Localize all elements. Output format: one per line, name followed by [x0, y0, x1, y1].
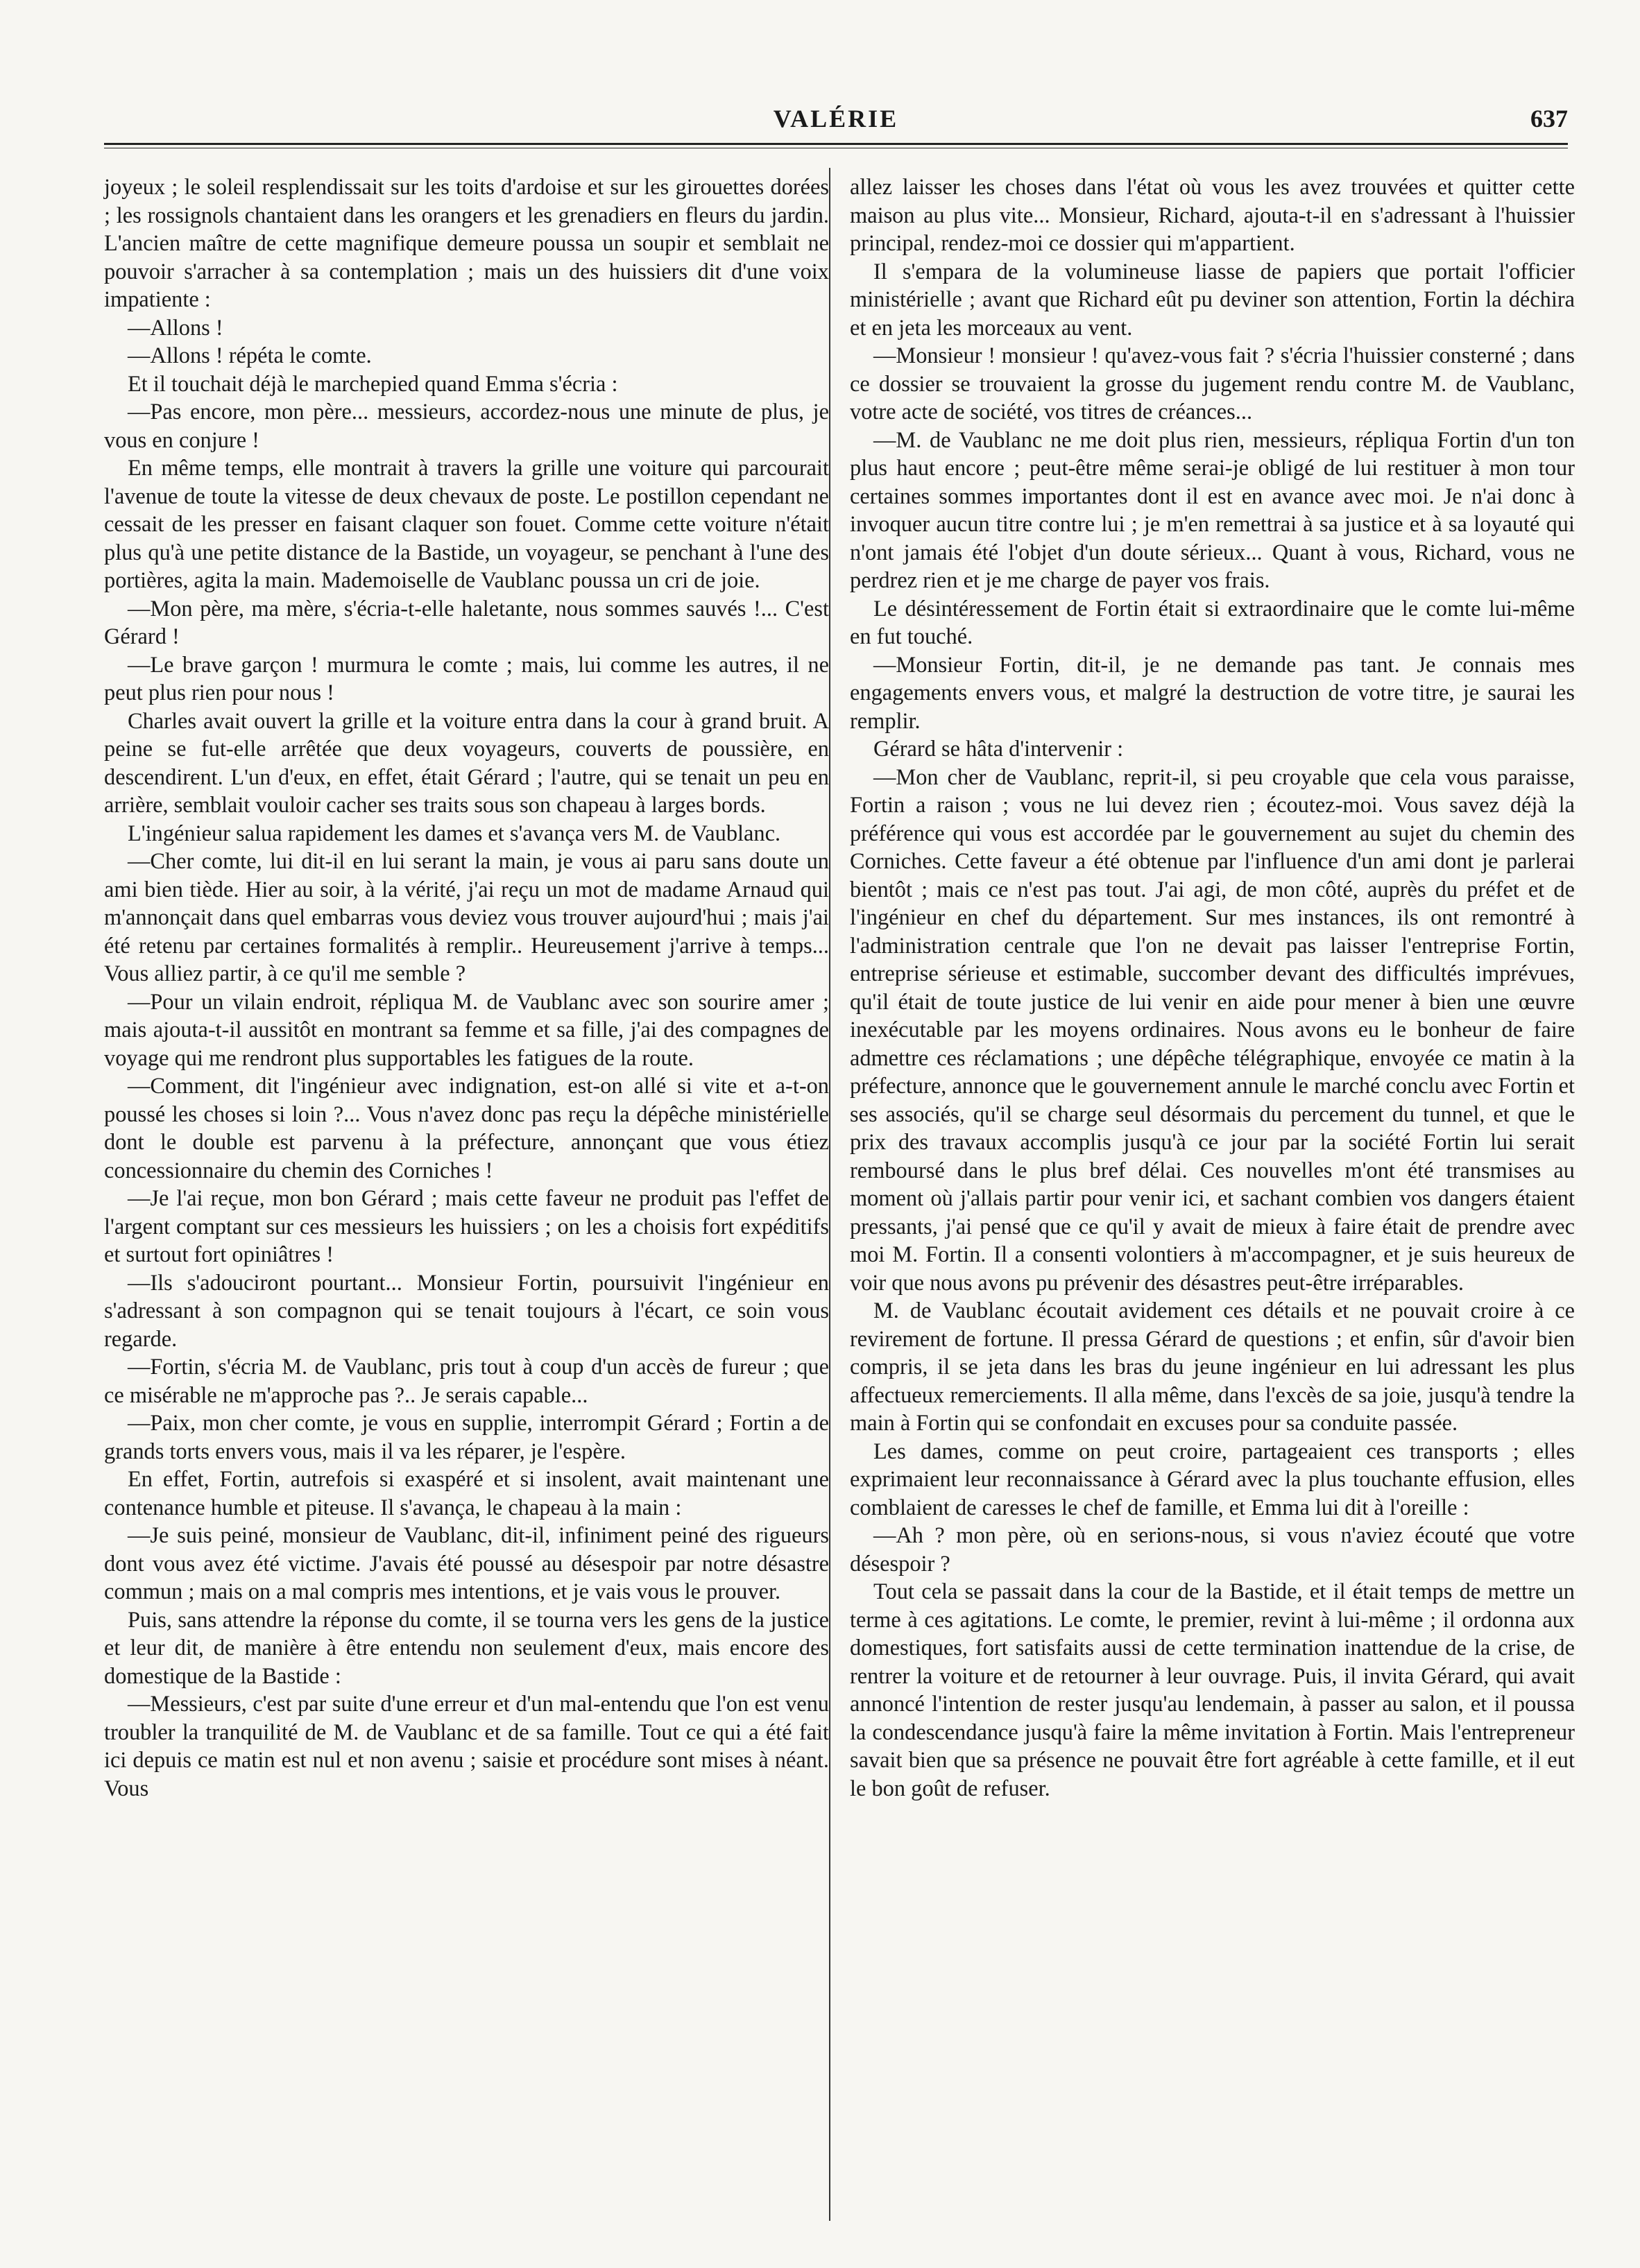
paragraph: —Ah ? mon père, où en serions-nous, si vous n'aviez écouté que votre désespoir ? — [850, 1523, 1575, 1577]
paragraph: Charles avait ouvert la grille et la voiture entra dans la cour à grand bruit. A peine se fut-elle arrêtée que deux voyageurs, couverts de poussière, en descendirent. L'un d'eux, en effet, était Gérard ; l'autre, qui se tenait un peu en arrière, semblait vouloir cacher ses traits sous son chapeau à larges bords. — [104, 708, 829, 818]
right-column — [850, 173, 1575, 1803]
paragraph: —Le brave garçon ! murmura le comte ; mais, lui comme les autres, il ne peut plus rien pour nous ! — [104, 652, 829, 705]
paragraph: L'ingénieur salua rapidement les dames et s'avança vers M. de Vaublanc. — [128, 821, 781, 846]
paragraph: En effet, Fortin, autrefois si exaspéré et si insolent, avait maintenant une contenance humble et piteuse. Il s'avança, le chapeau à la main : — [104, 1467, 829, 1520]
paragraph: —Je l'ai reçue, mon bon Gérard ; mais cette faveur ne produit pas l'effet de l'argent comptant sur ces messieurs les huissiers ; on les a choisis fort expéditifs et surtout fort opiniâtres ! — [104, 1186, 829, 1267]
paragraph: —M. de Vaublanc ne me doit plus rien, messieurs, répliqua Fortin d'un ton plus haut encore ; peut-être même serai-je obligé de lui restituer à mon tour certaines sommes importantes dont il est en avance avec moi. Je n'ai donc à invoquer aucun titre contre lui ; je m'en remettrai à sa justice et à sa loyauté qui n'ont jamais été l'objet d'un doute sérieux... Quant à vous, Richard, vous ne perdrez rien et je me charge de payer vos frais. — [850, 427, 1575, 593]
paragraph: Et il touchait déjà le marchepied quand Emma s'écria : — [128, 371, 618, 397]
paragraph: —Ils s'adouciront pourtant... Monsieur Fortin, poursuivit l'ingénieur en s'adressant à son compagnon qui se tenait toujours à l'écart, ce soin vous regarde. — [104, 1270, 829, 1352]
paragraph: —Mon père, ma mère, s'écria-t-elle haletante, nous sommes sauvés !... C'est Gérard ! — [104, 596, 829, 649]
paragraph: M. de Vaublanc écoutait avidement ces détails et ne pouvait croire à ce revirement de fortune. Il pressa Gérard de questions ; et enfin, sûr d'avoir bien compris, il se jeta dans les bras du jeune ingénieur en lui adressant les plus affectueux remerciements. Il alla même, dans l'excès de sa joie, jusqu'à tendre la main à Fortin qui se confondait en excuses pour sa conduite passée. — [850, 1298, 1575, 1436]
paragraph: —Fortin, s'écria M. de Vaublanc, pris tout à coup d'un accès de fureur ; que ce misérable ne m'approche pas ?.. Je serais capable... — [104, 1355, 829, 1408]
paragraph: —Comment, dit l'ingénieur avec indignation, est-on allé si vite et a-t-on poussé les choses si loin ?... Vous n'avez donc pas reçu la dépêche ministérielle dont le double est parvenu à la préfecture, annonçant que vous étiez concessionnaire du chemin des Corniches ! — [104, 1074, 829, 1183]
header-rule — [104, 143, 1568, 145]
left-column — [104, 173, 829, 1803]
paragraph: —Allons ! — [128, 315, 223, 341]
column-divider — [829, 168, 830, 2221]
paragraph: Il s'empara de la volumineuse liasse de papiers que portait l'officier ministérielle ; avant que Richard eût pu deviner son attention, Fortin la déchira et en jeta les morceaux au vent. — [850, 259, 1575, 341]
paragraph: joyeux ; le soleil resplendissait sur les toits d'ardoise et sur les girouettes dorées ; les rossignols chantaient dans les orangers et les grenadiers en fleurs du jardin. L'ancien maître de cette magnifique demeure poussa un soupir et semblait ne pouvoir s'arracher à sa contemplation ; mais un des huissiers dit d'une voix impatiente : — [104, 175, 829, 312]
page-number: 637 — [1530, 105, 1568, 132]
page-header — [104, 104, 1568, 146]
paragraph: En même temps, elle montrait à travers la grille une voiture qui parcourait l'avenue de toute la vitesse de deux chevaux de poste. Le postillon cependant ne cessait de les presser en faisant claquer son fouet. Comme cette voiture n'était plus qu'à une petite distance de la Bastide, un voyageur, se penchant à l'une des portières, agita la main. Mademoiselle de Vaublanc poussa un cri de joie. — [104, 456, 829, 593]
paragraph: —Cher comte, lui dit-il en lui serant la main, je vous ai paru sans doute un ami bien tiède. Hier au soir, à la vérité, j'ai reçu un mot de madame Arnaud qui m'annonçait dans quel embarras vous deviez vous trouver aujourd'hui ; mais j'ai été retenu par certaines formalités à remplir.. Heureusement j'arrive à temps... Vous alliez partir, à ce qu'il me semble ? — [104, 849, 829, 986]
paragraph: allez laisser les choses dans l'état où vous les avez trouvées et quitter cette maison au plus vite... Monsieur, Richard, ajouta-t-il en s'adressant à l'huissier principal, rendez-moi ce dossier qui m'appartient. — [850, 175, 1575, 256]
paragraph: —Pour un vilain endroit, répliqua M. de Vaublanc avec son sourire amer ; mais ajouta-t-il aussitôt en montrant sa femme et sa fille, j'ai des compagnes de voyage qui me rendront plus supportables les fatigues de la route. — [104, 989, 829, 1071]
paragraph: Tout cela se passait dans la cour de la Bastide, et il était temps de mettre un terme à ces agitations. Le comte, le premier, revint à lui-même ; il ordonna aux domestiques, fort satisfaits aussi de cette termination inattendue de la crise, de rentrer la voiture et de retourner à leur ouvrage. Puis, il invita Gérard, qui avait annoncé l'intention de rester jusqu'au lendemain, à passer au salon, et il poussa la condescendance jusqu'à faire la même invitation à Fortin. Mais l'entrepreneur savait bien que sa présence ne pouvait être fort agréable à cette famille, et il eut le bon goût de refuser. — [850, 1579, 1575, 1801]
paragraph: Gérard se hâta d'intervenir : — [873, 737, 1124, 762]
paragraph: —Pas encore, mon père... messieurs, accordez-nous une minute de plus, je vous en conjure ! — [104, 400, 829, 453]
paragraph: —Messieurs, c'est par suite d'une erreur et d'un mal-entendu que l'on est venu troubler la tranquilité de M. de Vaublanc et de sa famille. Tout ce qui a été fait ici depuis ce matin est nul et non avenu ; saisie et procédure sont mises à néant. Vous — [104, 1692, 829, 1801]
paragraph: —Mon cher de Vaublanc, reprit-il, si peu croyable que cela vous paraisse, Fortin a raison ; vous ne lui devez rien ; écoutez-moi. Vous savez déjà la préférence qui vous est accordée par le gouvernement au sujet du chemin des Corniches. Cette faveur a été obtenue par l'influence d'un ami dont je parlerai bientôt ; mais ce n'est pas tout. J'ai agi, de mon côté, auprès du préfet et de l'ingénieur en chef du département. Sur mes instances, ils ont remontré à l'administration centrale que l'on ne devait pas laisser l'entreprise Fortin, entreprise sérieuse et estimable, succomber devant des difficultés imprévues, qu'il était de toute justice de lui venir en aide pour mener à bien une œuvre inexécutable par les moyens ordinaires. Nous avons eu le bonheur de faire admettre ces réclamations ; une dépêche télégraphique, envoyée ce matin à la préfecture, annonce que le gouvernement annule le marché conclu avec Fortin et ses associés, qu'il se charge seul désormais du percement du tunnel, et que le prix des travaux accomplis jusqu'à ce jour par la société Fortin lui serait remboursé dans le plus bref délai. Ces nouvelles m'ont été transmises au moment où j'allais partir pour venir ici, et sachant combien vos dangers étaient pressants, j'ai pensé que ce qu'il y avait de mieux à faire était de prendre avec moi M. Fortin. Il a consenti volontiers à m'accompagner, et je suis heureux de voir que nous avons pu prévenir des désastres peut-être irréparables. — [850, 764, 1575, 1296]
paragraph: Puis, sans attendre la réponse du comte, il se tourna vers les gens de la justice et leur dit, de manière à être entendu non seulement d'eux, mais encore des domestique de la Bastide : — [104, 1607, 829, 1689]
paragraph: Le désintéressement de Fortin était si extraordinaire que le comte lui-même en fut touché. — [850, 596, 1575, 649]
paragraph: —Monsieur Fortin, dit-il, je ne demande pas tant. Je connais mes engagements envers vous, et malgré la destruction de votre titre, je saurai les remplir. — [850, 652, 1575, 734]
paragraph: Les dames, comme on peut croire, partageaient ces transports ; elles exprimaient leur reconnaissance à Gérard avec la plus touchante effusion, elles comblaient de caresses le chef de famille, et Emma lui dit à l'oreille : — [850, 1438, 1575, 1520]
paragraph: —Allons ! répéta le comte. — [128, 343, 372, 368]
paragraph: —Je suis peiné, monsieur de Vaublanc, dit-il, infiniment peiné des rigueurs dont vous avez été victime. J'avais été poussé au désespoir par notre désastre commun ; mais on a mal compris mes intentions, et je vais vous le prouver. — [104, 1523, 829, 1604]
paragraph: —Paix, mon cher comte, je vous en supplie, interrompit Gérard ; Fortin a de grands torts envers vous, mais il va les réparer, je l'espère. — [104, 1411, 829, 1464]
running-title: VALÉRIE — [773, 105, 899, 132]
paragraph: —Monsieur ! monsieur ! qu'avez-vous fait ? s'écria l'huissier consterné ; dans ce dossier se trouvaient la grosse du jugement rendu contre M. de Vaublanc, votre acte de société, vos titres de créances... — [850, 343, 1575, 424]
